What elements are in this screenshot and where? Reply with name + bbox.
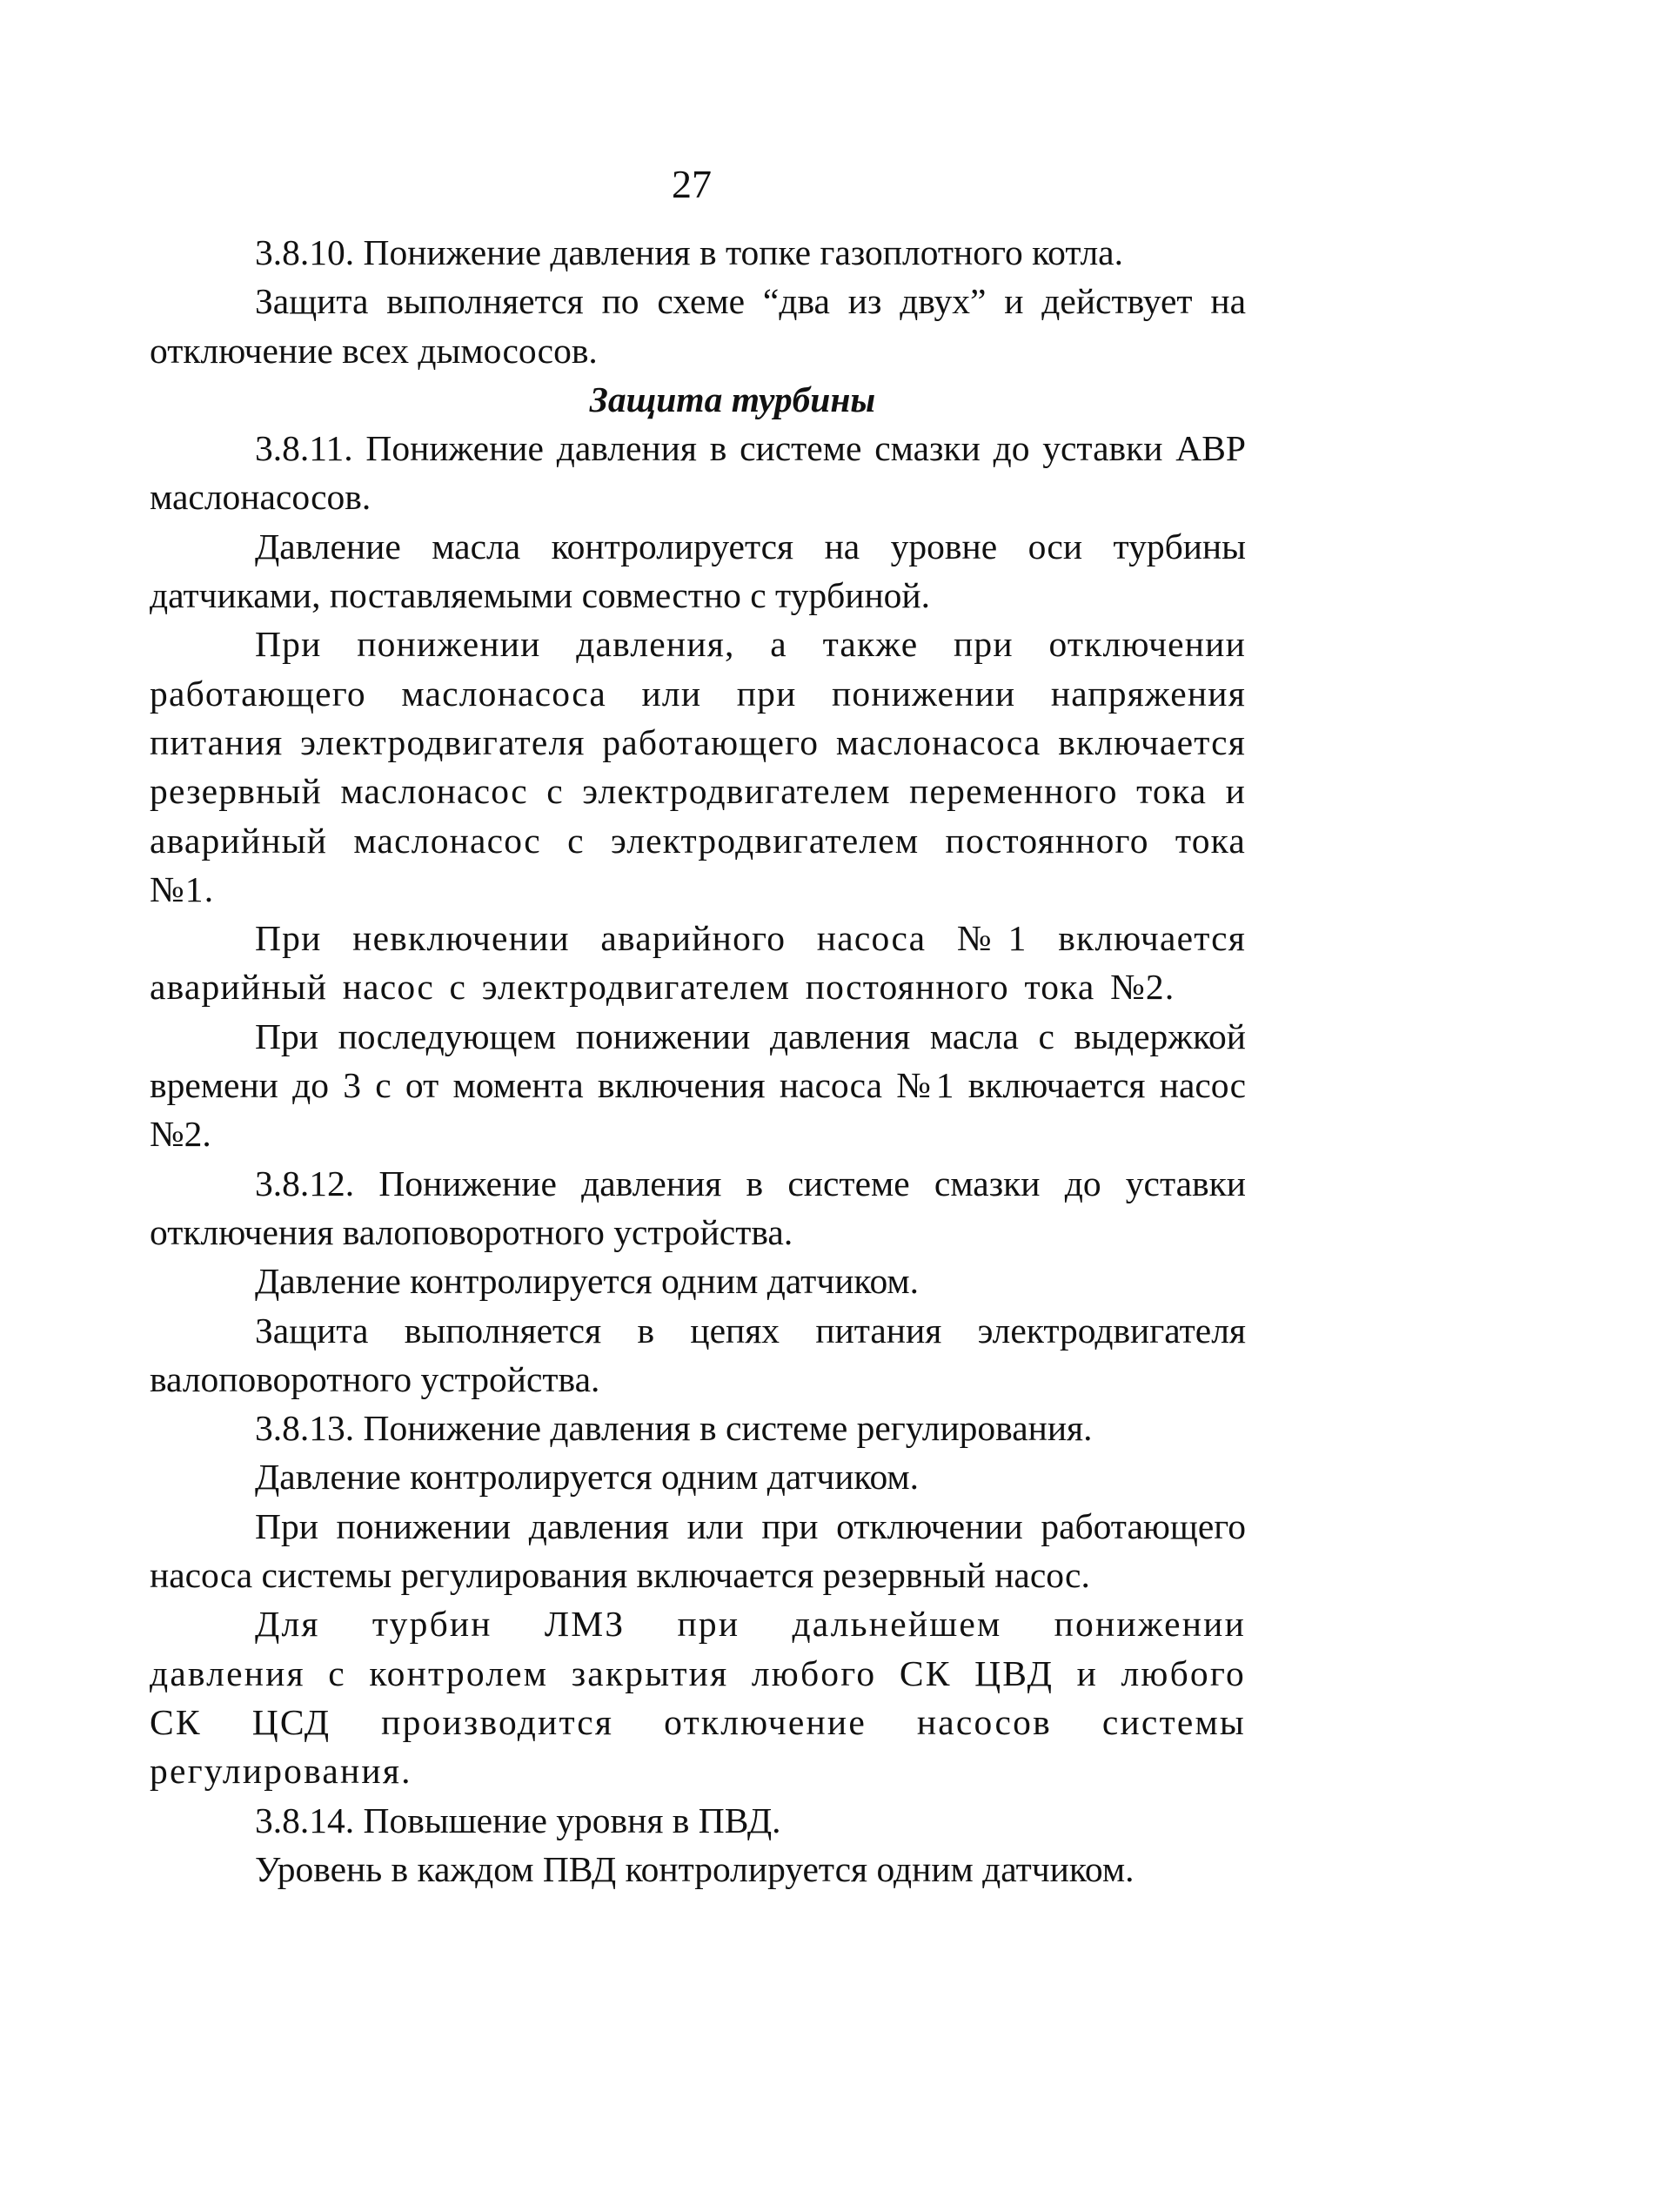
paragraph-emergency-pump: При невключении аварийного насоса №1 включается аварийный насос с электродвигателем постоянного тока №2. xyxy=(150,918,1246,1008)
paragraph-oil-pressure-control: Давление масла контролируется на уровне оси турбины датчиками, поставляемыми совместно с турбиной. xyxy=(150,526,1246,616)
section-3-8-13: 3.8.13. Понижение давления в системе регулирования. xyxy=(255,1408,1093,1449)
paragraph-single-sensor-2: Давление контролируется одним датчиком. xyxy=(255,1457,920,1498)
section-3-8-14: 3.8.14. Повышение уровня в ПВД. xyxy=(255,1800,781,1840)
paragraph-reserve-pump: При понижении давления или при отключении работающего насоса системы регулирования включается резервный насос. xyxy=(150,1505,1246,1596)
heading-turbine-protection: Защита турбины xyxy=(589,379,876,419)
document-body xyxy=(150,228,1246,1894)
page-number: 27 xyxy=(672,162,712,206)
paragraph-protection-scheme: Защита выполняется по схеме “два из двух” и действует на отключение всех дымососов. xyxy=(150,281,1246,371)
section-3-8-12: 3.8.12. Понижение давления в системе смазки до уставки отключения валоповоротного устройства. xyxy=(150,1163,1246,1252)
paragraph-single-sensor-1: Давление контролируется одним датчиком. xyxy=(255,1261,920,1302)
paragraph-pvd-level-sensor: Уровень в каждом ПВД контролируется одним датчиком. xyxy=(255,1848,1135,1889)
section-3-8-11: 3.8.11. Понижение давления в системе смазки до уставки АВР маслонасосов. xyxy=(150,428,1246,518)
paragraph-lmz-turbines: Для турбин ЛМЗ при дальнейшем понижении давления с контролем закрытия любого СК ЦВД и любого СК ЦСД производится отключение насосов системы регулирования. xyxy=(150,1604,1246,1792)
paragraph-time-delay: При последующем понижении давления масла с выдержкой времени до 3 с от момента включения насоса №1 включается насос №2. xyxy=(150,1016,1246,1155)
paragraph-barring-gear-circuit: Защита выполняется в цепях питания электродвигателя валоповоротного устройства. xyxy=(150,1310,1246,1399)
paragraph-pressure-drop-pumps: При понижении давления, а также при отключении работающего маслонасоса или при понижении напряжения питания электродвигателя работающего маслонасоса включается резервный маслонасос с электродвигателем переменного тока и аварийный маслонасос с электродвигателем постоянного тока №1. xyxy=(150,624,1246,909)
section-3-8-10: 3.8.10. Понижение давления в топке газоплотного котла. xyxy=(255,232,1123,272)
